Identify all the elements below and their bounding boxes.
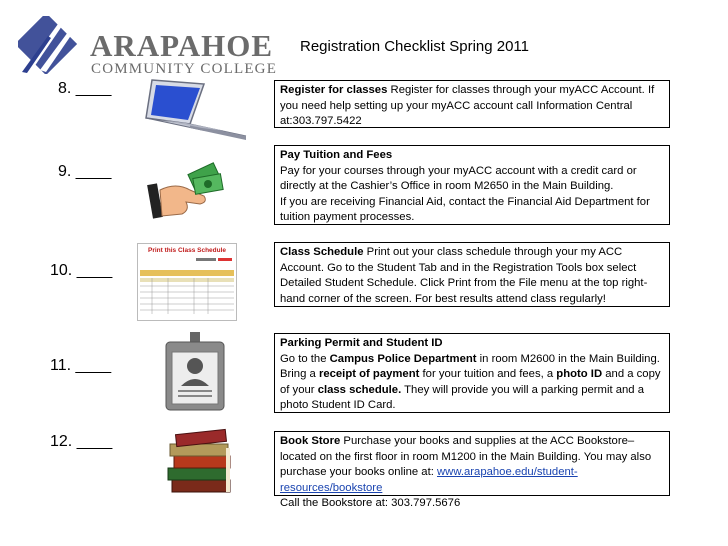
page-title: Registration Checklist Spring 2011 — [300, 38, 530, 55]
item-body-bookstore: Purchase your books and supplies at the ACC Bookstore– located on the first floor in room M1200 in the Main Building. You may also purchase your books online at: — [280, 435, 652, 478]
item-note-financial-aid: If you are receiving Financial Aid, contact the Financial Aid Department for tuition payment processes. — [280, 195, 650, 223]
id-badge-icon — [162, 330, 228, 412]
item-heading-register: Register for classes — [280, 84, 388, 96]
logo-name: ARAPAHOE — [90, 28, 274, 63]
item-body-register: Register for classes through your myACC Account. If you need help setting up your myACC account call Information Central at:303.797.5422 — [280, 84, 655, 127]
bookstore-phone: Call the Bookstore at: 303.797.5676 — [280, 497, 461, 509]
item-heading-parking: Parking Permit and Student ID — [280, 337, 443, 349]
schedule-thumbnail — [137, 243, 237, 321]
item-number-10: 10. ____ — [50, 262, 113, 279]
item-number-8: 8. ____ — [58, 80, 112, 97]
thumbnail-title: Print this Class Schedule — [148, 247, 227, 254]
item-number-12: 12. ____ — [50, 433, 113, 450]
item-heading-bookstore: Book Store — [280, 435, 341, 447]
item-body-parking: Go to the Campus Police Department in room M2600 in the Main Building. Bring a receipt of payment for your tuition and fees, a photo ID and a copy of your class schedule. They will provide you will a parking permit and a photo Student ID Card. — [280, 352, 661, 411]
laptop-icon — [142, 76, 252, 148]
logo-subtitle: COMMUNITY COLLEGE — [91, 61, 278, 77]
college-logo — [18, 16, 278, 77]
schedule-table-icon — [138, 254, 236, 316]
item-heading-schedule: Class Schedule — [280, 246, 364, 258]
checklist-box-schedule — [274, 242, 670, 307]
item-number-9: 9. ____ — [58, 163, 112, 180]
item-body-tuition: Pay for your courses through your myACC account with a credit card or directly at the Cashier’s Office in room M2650 in the Main Building. — [280, 164, 637, 192]
checklist-box-register — [274, 80, 670, 128]
bookstore-link[interactable]: www.arapahoe.edu/student-resources/bookstore — [280, 466, 578, 494]
books-icon — [164, 418, 244, 498]
item-body-schedule: Print out your class schedule through your my ACC Account. Go to the Student Tab and in the Registration Tools box select Detailed Student Schedule. Click Print from the File menu at the top right-hand corner of the screen. For best results attend class regularly! — [280, 246, 648, 305]
item-heading-tuition: Pay Tuition and Fees — [280, 149, 393, 161]
checklist-box-tuition — [274, 145, 670, 225]
logo-mark-icon — [18, 16, 88, 74]
money-hand-icon — [146, 160, 226, 224]
item-number-11: 11. ____ — [50, 357, 112, 374]
checklist-box-bookstore — [274, 431, 670, 509]
checklist-box-parking — [274, 333, 670, 413]
